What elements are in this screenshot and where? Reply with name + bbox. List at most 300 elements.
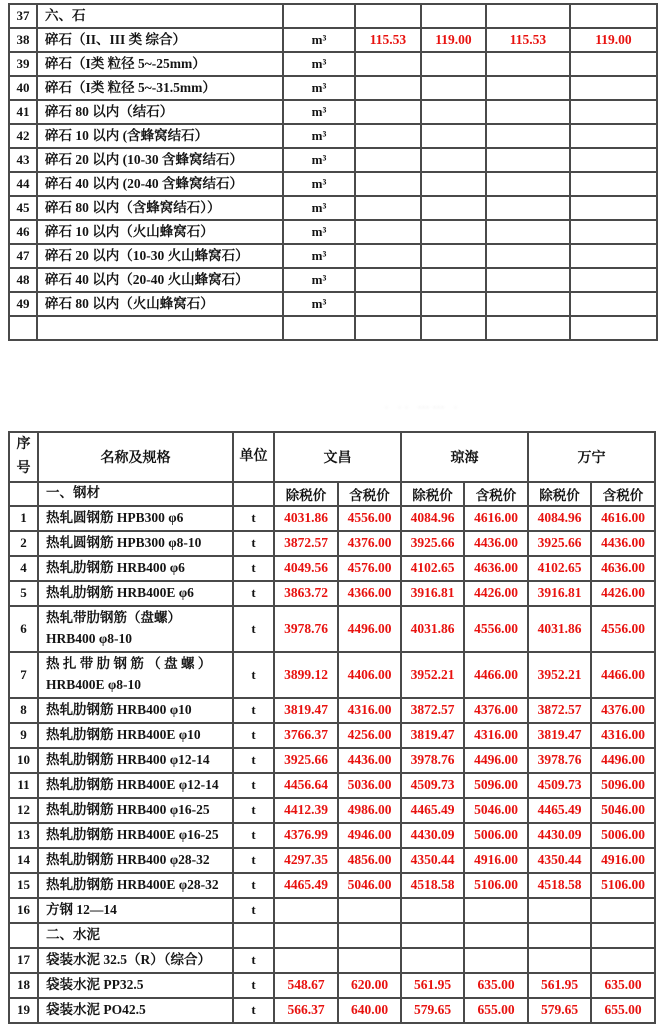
price-cell [274,923,338,948]
row-number-cell: 48 [9,268,37,292]
price-cell: 4986.00 [338,798,401,823]
item-name-cell: 热轧肋钢筋 HRB400E φ6 [38,581,233,606]
price-cell: 5096.00 [464,773,528,798]
unit-cell: t [233,823,274,848]
price-cell: 4031.86 [401,606,464,652]
row-number-cell: 8 [9,698,38,723]
price-cell [591,923,655,948]
price-cell [528,898,591,923]
item-name-cell: 热 扎 带 肋 钢 筋 （ 盘 螺 ） HRB400E φ8-10 [38,652,233,698]
price-cell: 3819.47 [401,723,464,748]
item-name-cell: 碎石（I类 粒径 5~-25mm） [37,52,283,76]
header-unit: 单位 [233,432,274,482]
unit-cell: t [233,798,274,823]
price-cell: 579.65 [528,998,591,1023]
unit-cell: t [233,581,274,606]
price-cell [486,220,570,244]
table-row [9,798,655,823]
unit-cell [233,923,274,948]
price-cell: 4509.73 [528,773,591,798]
price-cell: 3872.57 [274,531,338,556]
price-cell: 4102.65 [401,556,464,581]
unit-cell: t [233,973,274,998]
row-number-cell: 4 [9,556,38,581]
price-cell: 3819.47 [274,698,338,723]
price-cell: 4466.00 [464,652,528,698]
price-cell: 579.65 [401,998,464,1023]
price-cell: 5096.00 [591,773,655,798]
header-price-extax: 除税价 [274,482,338,506]
price-cell [570,148,657,172]
price-cell [401,948,464,973]
item-name-cell: 碎石 20 以内 (10-30 含蜂窝结石） [37,148,283,172]
item-name-cell: 热轧带肋钢筋（盘螺）HRB400 φ8-10 [38,606,233,652]
price-cell [355,220,421,244]
price-cell: 3872.57 [528,698,591,723]
row-number-cell: 46 [9,220,37,244]
price-cell [421,76,486,100]
row-number-cell: 37 [9,4,37,28]
header-name-spec: 名称及规格 [38,432,233,482]
price-cell [464,923,528,948]
price-cell: 4636.00 [464,556,528,581]
price-cell: 3952.21 [401,652,464,698]
row-number-cell: 47 [9,244,37,268]
item-name-cell: 碎石 10 以内（火山蜂窝石） [37,220,283,244]
price-cell: 4465.49 [274,873,338,898]
price-cell [401,898,464,923]
row-number-cell: 19 [9,998,38,1023]
price-cell: 4456.64 [274,773,338,798]
price-cell [570,268,657,292]
table-row [9,723,655,748]
price-cell [486,148,570,172]
price-cell: 635.00 [591,973,655,998]
price-cell: 4084.96 [401,506,464,531]
unit-cell: m³ [283,148,355,172]
price-cell: 5036.00 [338,773,401,798]
table-row [9,581,655,606]
price-table-header [9,432,655,506]
item-name-cell: 方钢 12—14 [38,898,233,923]
price-cell: 4297.35 [274,848,338,873]
item-name-cell: 碎石（I类 粒径 5~-31.5mm） [37,76,283,100]
table-row [9,531,655,556]
price-cell [338,923,401,948]
price-cell [591,948,655,973]
item-name-cell: 热轧肋钢筋 HRB400 φ28-32 [38,848,233,873]
header-price-extax: 除税价 [401,482,464,506]
unit-cell: m³ [283,244,355,268]
row-number-cell: 2 [9,531,38,556]
price-cell: 119.00 [570,28,657,52]
price-cell: 4556.00 [464,606,528,652]
table-row [9,948,655,973]
price-cell [274,898,338,923]
header-city-wenchang: 文昌 [274,432,401,482]
price-cell: 4436.00 [591,531,655,556]
price-cell: 4636.00 [591,556,655,581]
price-cell: 3872.57 [401,698,464,723]
unit-cell: m³ [283,292,355,316]
section-title-cell: 二、水泥 [38,923,233,948]
price-cell: 4496.00 [591,748,655,773]
item-name-cell: 热轧肋钢筋 HRB400 φ6 [38,556,233,581]
price-cell: 4466.00 [591,652,655,698]
price-cell: 4102.65 [528,556,591,581]
stone-prices-table [8,3,658,341]
price-cell: 655.00 [591,998,655,1023]
table-row [9,292,657,316]
unit-cell: t [233,848,274,873]
price-cell [570,196,657,220]
table-row [9,220,657,244]
price-cell [401,923,464,948]
item-name-cell: 热轧肋钢筋 HRB400 φ12-14 [38,748,233,773]
row-number-cell: 5 [9,581,38,606]
price-cell [486,244,570,268]
table-header-row [9,432,655,482]
price-cell: 115.53 [486,28,570,52]
price-cell: 4946.00 [338,823,401,848]
item-name-cell: 热轧肋钢筋 HRB400E φ12-14 [38,773,233,798]
price-cell: 4049.56 [274,556,338,581]
price-cell: 640.00 [338,998,401,1023]
price-cell [570,220,657,244]
price-cell: 4616.00 [464,506,528,531]
price-cell: 119.00 [421,28,486,52]
row-number-cell: 39 [9,52,37,76]
price-cell [528,948,591,973]
price-cell [570,244,657,268]
table-row [9,556,655,581]
price-cell [486,292,570,316]
price-cell: 4376.00 [591,698,655,723]
price-cell [486,172,570,196]
price-cell: 4376.00 [464,698,528,723]
price-cell: 4031.86 [528,606,591,652]
row-number-cell: 44 [9,172,37,196]
price-cell [570,76,657,100]
price-cell [570,4,657,28]
header-price-inctax: 含税价 [464,482,528,506]
row-number-cell: 9 [9,723,38,748]
table-row [9,773,655,798]
price-cell [421,172,486,196]
unit-cell: m³ [283,196,355,220]
price-cell [355,316,421,340]
unit-cell: t [233,948,274,973]
price-cell: 4426.00 [591,581,655,606]
price-cell [528,923,591,948]
price-cell: 3916.81 [528,581,591,606]
price-cell [355,76,421,100]
price-cell: 3925.66 [528,531,591,556]
header-seq: 序号 [9,432,38,482]
table-subheader-row [9,482,655,506]
unit-cell: m³ [283,268,355,292]
unit-cell: m³ [283,124,355,148]
price-cell [464,898,528,923]
item-name-cell: 热轧肋钢筋 HRB400 φ10 [38,698,233,723]
table-row [9,172,657,196]
price-cell [355,244,421,268]
price-cell: 5106.00 [464,873,528,898]
price-cell [421,4,486,28]
row-number-cell: 18 [9,973,38,998]
price-cell: 655.00 [464,998,528,1023]
unit-cell: t [233,998,274,1023]
price-cell [486,100,570,124]
price-cell: 4406.00 [338,652,401,698]
section-row [9,923,655,948]
row-number-cell: 17 [9,948,38,973]
header-price-extax: 除税价 [528,482,591,506]
price-cell: 4376.00 [338,531,401,556]
price-cell: 4412.39 [274,798,338,823]
price-cell: 4031.86 [274,506,338,531]
price-cell: 3863.72 [274,581,338,606]
row-number-cell: 45 [9,196,37,220]
item-name-cell: 热轧肋钢筋 HRB400 φ16-25 [38,798,233,823]
price-cell [464,948,528,973]
item-name-cell: 袋装水泥 32.5（R）（综合） [38,948,233,973]
price-cell [355,268,421,292]
row-number-cell: 11 [9,773,38,798]
unit-cell: t [233,773,274,798]
illegible-faint-marks: · ·· ⋯⋯ · [384,400,461,414]
row-number-cell: 14 [9,848,38,873]
row-number-cell: 15 [9,873,38,898]
row-number-cell: 6 [9,606,38,652]
price-cell: 4465.49 [401,798,464,823]
price-cell [421,52,486,76]
price-cell: 5046.00 [591,798,655,823]
item-name-cell: 碎石 80 以内（含蜂窝结石）） [37,196,283,220]
price-cell: 3952.21 [528,652,591,698]
price-cell: 4916.00 [591,848,655,873]
price-cell: 4426.00 [464,581,528,606]
unit-cell: m³ [283,172,355,196]
table-row [9,4,657,28]
price-cell: 4556.00 [338,506,401,531]
row-number-cell: 38 [9,28,37,52]
table-row [9,124,657,148]
row-number-cell [9,923,38,948]
price-cell: 4430.09 [528,823,591,848]
table-row [9,100,657,124]
price-cell: 635.00 [464,973,528,998]
unit-cell: t [233,698,274,723]
price-cell: 4256.00 [338,723,401,748]
price-cell [421,268,486,292]
table-row [9,506,655,531]
price-cell: 3925.66 [274,748,338,773]
unit-cell: t [233,652,274,698]
row-number-cell: 1 [9,506,38,531]
item-name-cell: 碎石（II、III 类 综合） [37,28,283,52]
header-city-wanning: 万宁 [528,432,655,482]
item-name-cell: 碎石 40 以内（20-40 火山蜂窝石） [37,268,283,292]
unit-cell: m³ [283,28,355,52]
table-row [9,848,655,873]
price-cell: 566.37 [274,998,338,1023]
price-cell [570,172,657,196]
header-city-qionghai: 琼海 [401,432,528,482]
table-row [9,28,657,52]
price-cell [355,148,421,172]
price-cell: 3916.81 [401,581,464,606]
item-name-cell: 热轧肋钢筋 HRB400E φ28-32 [38,873,233,898]
price-cell: 4316.00 [464,723,528,748]
table-row [9,76,657,100]
row-number-cell: 13 [9,823,38,848]
price-cell: 4616.00 [591,506,655,531]
table-row [9,606,655,652]
price-cell: 4518.58 [401,873,464,898]
price-cell [421,292,486,316]
unit-cell: t [233,873,274,898]
price-cell: 115.53 [355,28,421,52]
table-row [9,196,657,220]
row-number-cell: 12 [9,798,38,823]
row-number-cell [9,316,37,340]
price-cell [274,948,338,973]
price-cell: 4916.00 [464,848,528,873]
price-cell: 4436.00 [464,531,528,556]
row-number-cell: 10 [9,748,38,773]
table-row [9,973,655,998]
price-cell: 4436.00 [338,748,401,773]
price-cell: 5006.00 [464,823,528,848]
price-cell: 4084.96 [528,506,591,531]
price-cell [338,948,401,973]
price-cell [486,124,570,148]
header-price-inctax: 含税价 [591,482,655,506]
table-row [9,823,655,848]
table-row [9,244,657,268]
price-cell [570,292,657,316]
price-cell [486,268,570,292]
unit-cell: m³ [283,100,355,124]
price-cell [355,124,421,148]
unit-cell [283,4,355,28]
price-cell: 4576.00 [338,556,401,581]
price-cell [421,244,486,268]
table-row [9,748,655,773]
price-cell [486,52,570,76]
unit-cell: t [233,606,274,652]
price-cell: 4856.00 [338,848,401,873]
price-cell [421,196,486,220]
table-row [9,316,657,340]
item-name-cell: 碎石 20 以内（10-30 火山蜂窝石） [37,244,283,268]
item-name-cell: 热轧圆钢筋 HPB300 φ6 [38,506,233,531]
price-cell: 5106.00 [591,873,655,898]
unit-cell: t [233,531,274,556]
item-name-cell: 碎石 10 以内 (含蜂窝结石） [37,124,283,148]
row-number-cell: 40 [9,76,37,100]
unit-cell: m³ [283,52,355,76]
unit-cell: t [233,506,274,531]
item-name-cell: 碎石 40 以内 (20-40 含蜂窝结石） [37,172,283,196]
price-cell: 4496.00 [338,606,401,652]
price-cell: 5006.00 [591,823,655,848]
item-name-cell: 六、石 [37,4,283,28]
table-row [9,268,657,292]
price-cell: 4518.58 [528,873,591,898]
page-background [0,3,662,1027]
price-cell: 3978.76 [401,748,464,773]
steel-cement-prices-table [8,431,656,1024]
table-row [9,898,655,923]
unit-cell [283,316,355,340]
row-number-cell: 49 [9,292,37,316]
price-cell: 4465.49 [528,798,591,823]
price-cell: 4496.00 [464,748,528,773]
price-cell: 3819.47 [528,723,591,748]
table-row [9,652,655,698]
price-cell: 3766.37 [274,723,338,748]
price-cell: 4509.73 [401,773,464,798]
item-name-cell: 碎石 80 以内（火山蜂窝石） [37,292,283,316]
price-cell [486,76,570,100]
row-number-cell: 7 [9,652,38,698]
table-row [9,698,655,723]
material-table-body [9,506,655,1023]
unit-cell: m³ [283,220,355,244]
stone-table-body [9,4,657,340]
price-cell [570,100,657,124]
price-cell [570,124,657,148]
price-cell: 5046.00 [464,798,528,823]
price-cell [355,292,421,316]
row-number-cell: 41 [9,100,37,124]
table-row [9,52,657,76]
unit-cell: t [233,748,274,773]
price-cell [355,172,421,196]
table-row [9,998,655,1023]
item-name-cell: 袋装水泥 PO42.5 [38,998,233,1023]
price-cell: 3978.76 [528,748,591,773]
row-number-cell: 16 [9,898,38,923]
price-cell: 620.00 [338,973,401,998]
price-cell [421,124,486,148]
price-cell: 4316.00 [338,698,401,723]
section-title-cell: 一、钢材 [38,482,233,506]
table-row [9,873,655,898]
price-cell: 4350.44 [401,848,464,873]
unit-cell [233,482,274,506]
item-name-cell: 碎石 80 以内（结石） [37,100,283,124]
row-number-cell [9,482,38,506]
unit-cell: t [233,556,274,581]
price-cell [355,100,421,124]
item-name-cell: 热轧圆钢筋 HPB300 φ8-10 [38,531,233,556]
price-cell [486,316,570,340]
row-number-cell: 43 [9,148,37,172]
price-cell: 4350.44 [528,848,591,873]
header-price-inctax: 含税价 [338,482,401,506]
item-name-cell: 热轧肋钢筋 HRB400E φ10 [38,723,233,748]
row-number-cell: 42 [9,124,37,148]
unit-cell: t [233,723,274,748]
price-cell: 4430.09 [401,823,464,848]
price-cell [421,316,486,340]
price-cell: 4556.00 [591,606,655,652]
price-cell: 4316.00 [591,723,655,748]
price-cell [486,4,570,28]
